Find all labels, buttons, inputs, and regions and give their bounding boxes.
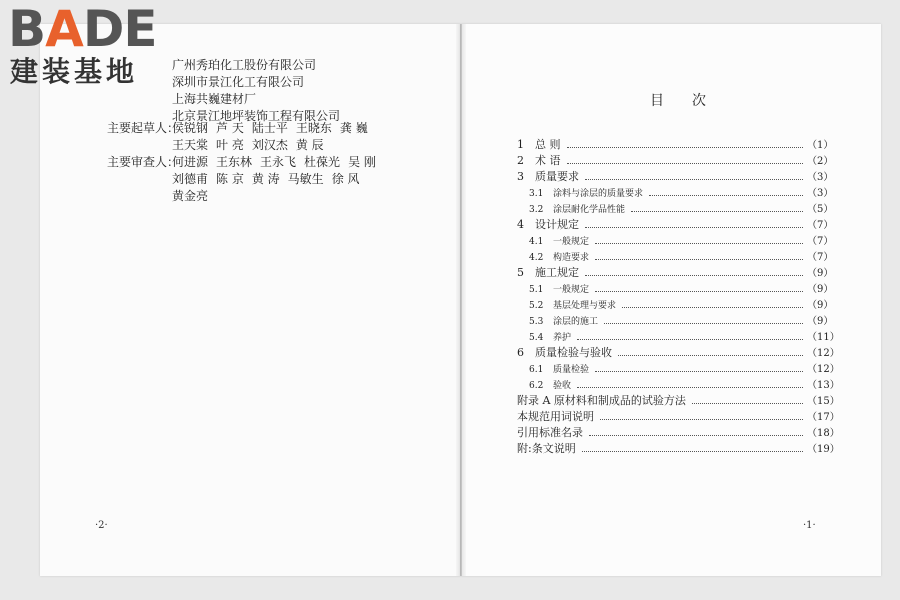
toc-leader-dots — [618, 354, 803, 356]
drafter-names — [172, 120, 376, 137]
toc-entry — [517, 360, 840, 376]
toc-entry-title: 一般规定 — [553, 237, 590, 247]
toc-entry-number: 3 — [517, 170, 524, 183]
toc-entry — [517, 296, 833, 312]
company-line: 北京景江地坪装饰工程有限公司 — [172, 109, 341, 123]
person-name: 王东林 — [216, 155, 253, 169]
toc-entry-page: （19） — [807, 444, 840, 455]
person-name: 龚 巍 — [339, 121, 368, 135]
toc-entry-title: 术 语 — [535, 154, 561, 167]
drafter-row — [107, 120, 384, 137]
toc-leader-dots — [585, 274, 803, 276]
left-page-number: ·2· — [95, 520, 108, 531]
toc-entry-title: 附:条文说明 — [517, 442, 576, 455]
toc-entry-number: 6.2 — [529, 381, 544, 391]
toc-entry-page: （15） — [807, 396, 840, 407]
toc-entry-page: （9） — [807, 300, 834, 311]
person-name: 陈 京 — [216, 172, 244, 186]
toc-entry-title: 施工规定 — [535, 266, 579, 279]
toc-entry — [517, 136, 833, 152]
toc-leader-dots — [589, 434, 803, 436]
toc-entry-number: 2 — [517, 154, 524, 167]
toc-entry-number: 5.1 — [529, 285, 544, 295]
toc-entry-page: （7） — [807, 236, 834, 247]
toc-leader-dots — [631, 210, 803, 212]
toc-entry-page: （13） — [807, 380, 840, 391]
person-name: 黄金亮 — [172, 189, 209, 203]
toc-entry-page: （7） — [807, 252, 834, 263]
company-line: 深圳市景江化工有限公司 — [172, 75, 305, 89]
reviewer-names — [172, 154, 384, 171]
toc-entry-number: 3.1 — [529, 189, 544, 199]
person-name: 王天棠 — [172, 138, 209, 152]
reviewer-names — [172, 171, 368, 188]
reviewer-row — [107, 188, 384, 205]
toc-leader-dots — [604, 322, 803, 324]
toc-entry-title: 涂料与涂层的质量要求 — [553, 189, 644, 199]
toc-entry-page: （9） — [807, 284, 834, 295]
toc-entry-title: 涂层耐化学品性能 — [553, 205, 626, 215]
toc-leader-dots — [582, 450, 803, 452]
toc-entry — [517, 408, 840, 424]
toc-entry-number: 5.2 — [529, 301, 544, 311]
person-name: 刘汉杰 — [251, 138, 288, 152]
toc-leader-dots — [600, 418, 803, 420]
toc-entry — [517, 440, 840, 456]
toc-leader-dots — [577, 338, 803, 340]
toc-entry-title: 总 则 — [535, 138, 561, 151]
toc-leader-dots — [585, 178, 803, 180]
reviewer-label — [107, 188, 172, 205]
right-page-number: ·1· — [803, 520, 816, 531]
toc-entry-page: （11） — [807, 332, 840, 343]
toc-entry-page: （5） — [807, 204, 834, 215]
person-name: 徐 风 — [331, 172, 360, 186]
toc-entry — [517, 200, 833, 216]
person-name: 杜葆光 — [304, 155, 341, 169]
person-name: 侯锐钢 — [172, 121, 209, 135]
toc-entry — [517, 280, 833, 296]
person-name: 叶 亮 — [216, 138, 244, 152]
toc-entry — [517, 264, 833, 280]
toc-entry — [517, 152, 833, 168]
toc-entry-page: （1） — [807, 140, 834, 151]
toc-leader-dots — [595, 242, 803, 244]
person-name: 吴 刚 — [348, 155, 376, 169]
toc-entry — [517, 392, 840, 408]
toc-leader-dots — [692, 402, 803, 404]
toc-title: 目次 — [650, 93, 734, 109]
toc-entry-number: 4.2 — [529, 253, 544, 263]
reviewer-label — [107, 171, 172, 188]
toc-entry — [517, 184, 833, 200]
toc-entry-title: 养护 — [553, 333, 572, 343]
person-name: 黄 涛 — [251, 172, 280, 186]
person-name: 马敏生 — [287, 172, 324, 186]
person-name: 何进源 — [172, 155, 209, 169]
person-name: 黄 辰 — [295, 138, 324, 152]
person-name: 陆士平 — [251, 121, 288, 135]
person-name: 刘德甫 — [172, 172, 209, 186]
toc-entry-page: （9） — [807, 316, 834, 327]
toc-entry-page: （2） — [807, 156, 834, 167]
toc-leader-dots — [595, 290, 803, 292]
toc-entry — [517, 424, 840, 440]
toc-entry — [517, 312, 833, 328]
toc-entry-number: 5.4 — [529, 333, 544, 343]
toc-entry — [517, 376, 840, 392]
toc-entry-title: 一般规定 — [553, 285, 590, 295]
participating-companies — [172, 57, 340, 125]
person-name: 王永飞 — [260, 155, 297, 169]
toc-entry-number: 5.3 — [529, 317, 544, 327]
people-list — [107, 120, 384, 205]
drafter-label: 主要起草人： — [107, 121, 180, 135]
toc-entry-page: （12） — [807, 348, 840, 359]
toc-entry — [517, 232, 833, 248]
toc-entry-page: （12） — [807, 364, 840, 375]
toc-entry — [517, 328, 840, 344]
page-fold — [456, 24, 466, 576]
toc-leader-dots — [585, 226, 803, 228]
company-line: 上海共巍建材厂 — [172, 92, 257, 106]
company-line: 广州秀珀化工股份有限公司 — [172, 58, 317, 72]
table-of-contents — [517, 136, 840, 456]
person-name: 王晓东 — [295, 121, 332, 135]
drafter-row — [107, 137, 384, 154]
toc-leader-dots — [577, 386, 803, 388]
toc-entry-title: 质量要求 — [535, 170, 579, 183]
toc-leader-dots — [567, 146, 804, 148]
toc-entry-page: （7） — [807, 220, 834, 231]
toc-entry-number: 6 — [517, 346, 524, 359]
toc-entry — [517, 216, 833, 232]
toc-entry — [517, 344, 840, 360]
logo-main-text: BADE — [8, 0, 157, 58]
toc-entry-title: 本规范用词说明 — [517, 410, 594, 423]
drafter-label — [107, 137, 172, 154]
toc-leader-dots — [649, 194, 803, 196]
toc-entry-title: 构造要求 — [553, 253, 590, 263]
toc-entry — [517, 168, 833, 184]
toc-leader-dots — [622, 306, 803, 308]
reviewer-row — [107, 154, 384, 171]
toc-entry-number: 5 — [517, 266, 524, 279]
toc-entry-title: 附录 A 原材料和制成品的试验方法 — [517, 394, 686, 407]
toc-entry-number: 1 — [517, 138, 524, 151]
logo-sub-text: 建装基地 — [10, 55, 139, 88]
toc-entry — [517, 248, 833, 264]
reviewer-names — [172, 188, 216, 205]
toc-entry-title: 质量检验与验收 — [535, 346, 612, 359]
toc-entry-page: （17） — [807, 412, 840, 423]
toc-leader-dots — [595, 258, 803, 260]
toc-leader-dots — [595, 370, 803, 372]
reviewer-label: 主要审查人： — [107, 155, 180, 169]
bade-logo — [8, 0, 178, 88]
toc-entry-title: 验收 — [553, 381, 572, 391]
toc-leader-dots — [567, 162, 804, 164]
toc-entry-page: （18） — [807, 428, 840, 439]
toc-entry-title: 设计规定 — [535, 218, 579, 231]
toc-entry-title: 基层处理与要求 — [553, 301, 617, 311]
toc-entry-page: （3） — [807, 188, 834, 199]
person-name: 芦 天 — [216, 121, 244, 135]
toc-entry-number: 4 — [517, 218, 524, 231]
toc-entry-title: 涂层的施工 — [553, 317, 599, 327]
toc-entry-number: 4.1 — [529, 237, 544, 247]
toc-entry-number: 6.1 — [529, 365, 544, 375]
toc-entry-page: （9） — [807, 268, 834, 279]
drafter-names — [172, 137, 332, 154]
toc-entry-page: （3） — [807, 172, 834, 183]
toc-entry-title: 引用标准名录 — [517, 426, 583, 439]
toc-entry-title: 质量检验 — [553, 365, 590, 375]
toc-entry-number: 3.2 — [529, 205, 544, 215]
reviewer-row — [107, 171, 384, 188]
